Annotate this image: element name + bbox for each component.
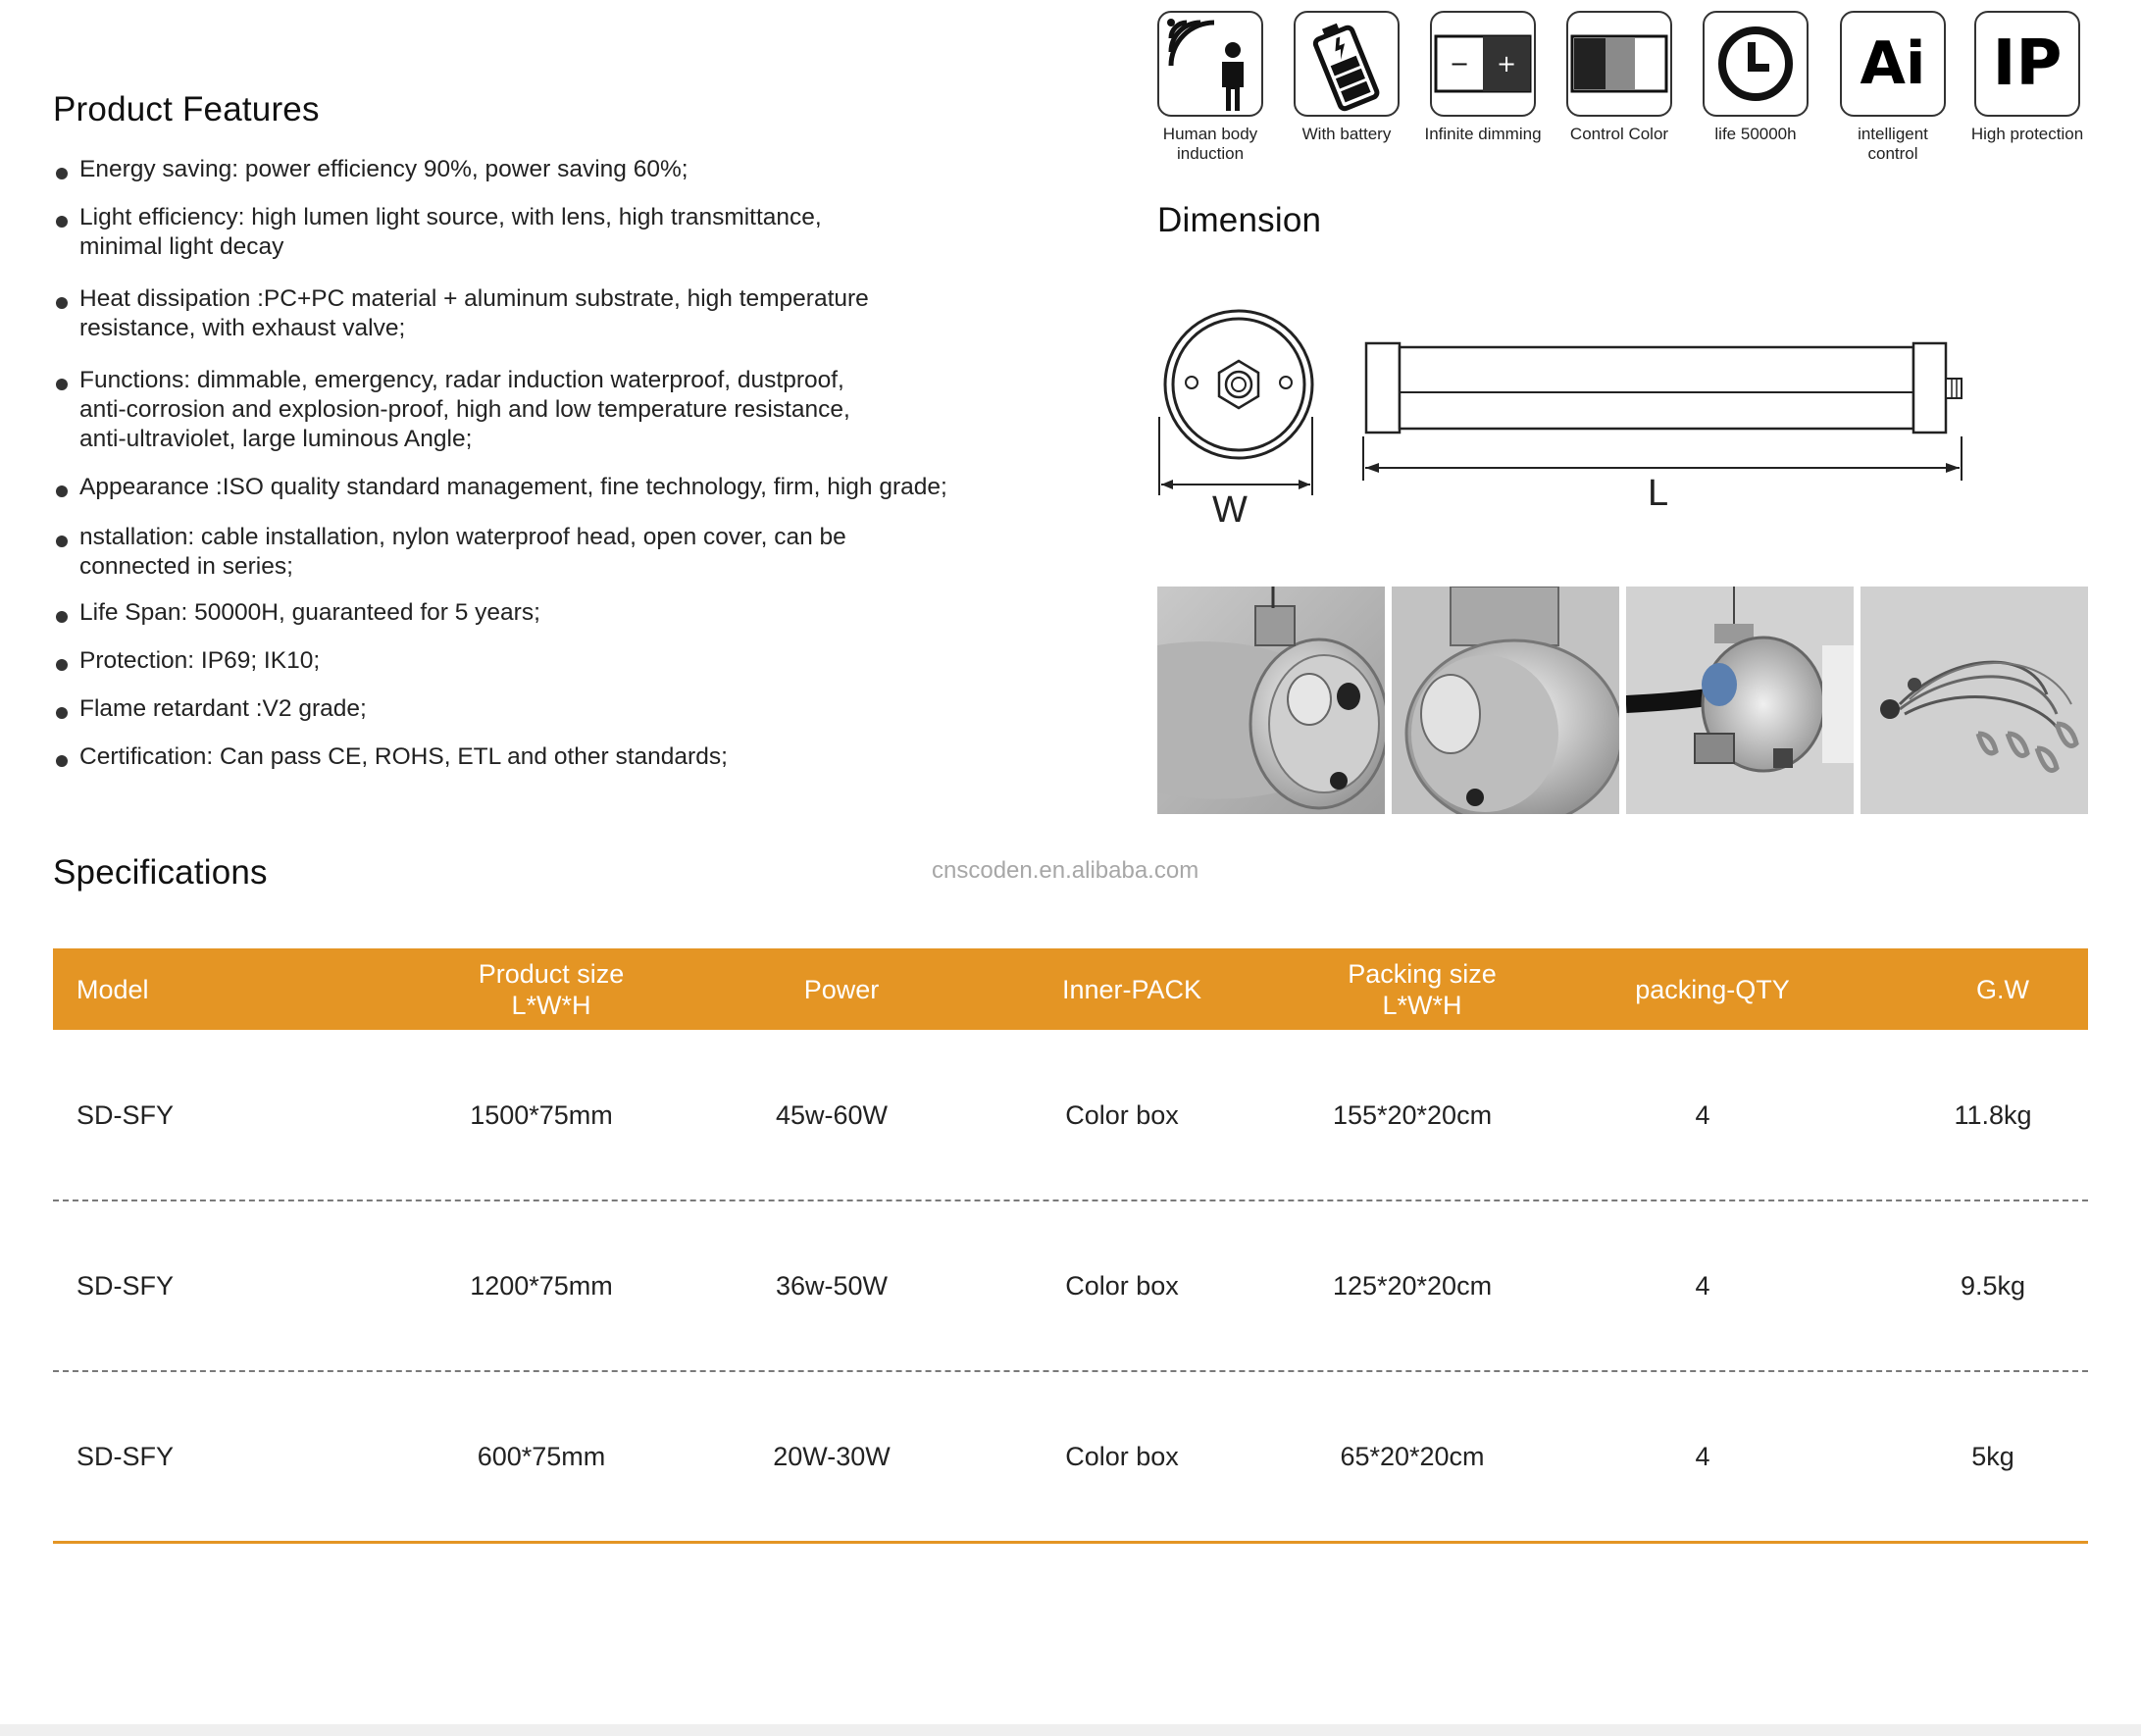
- specs-title: Specifications: [53, 853, 268, 892]
- header-power: Power: [803, 974, 880, 1004]
- header-inner-pack: Inner-PACK: [1061, 974, 1202, 1004]
- cell-model: SD-SFY: [76, 1441, 175, 1471]
- ai-icon: [1840, 11, 1946, 117]
- table-row: [53, 1200, 2088, 1371]
- ip-glyph: IP: [1992, 27, 2063, 100]
- spec-table-header: [53, 948, 2088, 1030]
- cell-power: 20W-30W: [773, 1441, 891, 1471]
- feature-item: Light efficiency: high lumen light source, with lens, high transmittance, minimal light decay: [53, 203, 1034, 262]
- header-packing-size-line1: Packing size: [1348, 958, 1497, 989]
- feature-item: nstallation: cable installation, nylon waterproof head, open cover, can be connected in series;: [53, 523, 1034, 582]
- cell-packing-qty: 4: [1695, 1099, 1710, 1130]
- icon-label: intelligent control: [1858, 125, 1928, 163]
- cell-product-size: 1200*75mm: [470, 1270, 613, 1301]
- ip-icon: [1974, 11, 2080, 117]
- header-model: Model: [76, 974, 149, 1004]
- hanging-wire-kit-photo: [1861, 587, 2088, 814]
- dimension-drawing: [1147, 294, 2079, 539]
- header-product-size-line2: L*W*H: [511, 990, 591, 1020]
- battery-icon: [1294, 11, 1400, 117]
- page-bottom-strip: [0, 1724, 2141, 1736]
- cell-power: 36w-50W: [775, 1270, 889, 1301]
- end-cap-cable-gland-photo: [1157, 587, 1385, 814]
- cell-model: SD-SFY: [76, 1270, 175, 1301]
- watermark-text: cnscoden.en.alibaba.com: [932, 857, 1199, 884]
- header-packing-size-line2: L*W*H: [1382, 990, 1462, 1020]
- icon-label: life 50000h: [1714, 125, 1797, 143]
- features-title: Product Features: [53, 90, 320, 128]
- cell-product-size: 600*75mm: [477, 1441, 606, 1471]
- icon-label: Human body induction: [1162, 125, 1258, 163]
- feature-item: Protection: IP69; IK10;: [53, 646, 1034, 676]
- cable-connection-photo: [1626, 587, 1854, 814]
- feature-item: Heat dissipation :PC+PC material + aluminum substrate, high temperature resistance, with exhaust valve;: [53, 284, 1034, 343]
- cell-model: SD-SFY: [76, 1099, 175, 1130]
- feature-item: Certification: Can pass CE, ROHS, ETL and other standards;: [53, 742, 1034, 772]
- header-gw: G.W: [1976, 974, 2029, 1004]
- cell-packing-qty: 4: [1695, 1441, 1710, 1471]
- cell-inner-pack: Color box: [1065, 1270, 1179, 1301]
- cell-gw: 5kg: [1971, 1441, 2014, 1471]
- human-body-induction-icon: [1157, 11, 1263, 117]
- icon-item-intelligent: [1824, 11, 1962, 164]
- cell-packing-size: 65*20*20cm: [1340, 1441, 1485, 1471]
- cell-gw: 9.5kg: [1960, 1270, 2026, 1301]
- cell-packing-qty: 4: [1695, 1270, 1710, 1301]
- icon-label: With battery: [1301, 125, 1392, 143]
- dimension-title: Dimension: [1157, 201, 1322, 239]
- header-product-size: [404, 948, 698, 1030]
- length-label: L: [1648, 473, 1669, 514]
- clock-icon: [1703, 11, 1809, 117]
- table-row: [53, 1371, 2088, 1542]
- icon-item-dimming: [1414, 11, 1552, 144]
- icon-item-life: [1687, 11, 1824, 144]
- dimming-minus-glyph: −: [1449, 50, 1470, 77]
- icon-item-battery: [1278, 11, 1415, 144]
- control-color-icon: [1566, 11, 1672, 117]
- table-row: [53, 1030, 2088, 1200]
- cell-inner-pack: Color box: [1065, 1099, 1179, 1130]
- end-cap-closeup-photo: [1392, 587, 1619, 814]
- icon-item-control-color: [1551, 11, 1688, 144]
- cell-inner-pack: Color box: [1065, 1441, 1179, 1471]
- feature-item: Flame retardant :V2 grade;: [53, 694, 1034, 724]
- feature-item: Functions: dimmable, emergency, radar induction waterproof, dustproof, anti-corrosion and explosion-proof, high and low temperature resistance, anti-ultraviolet, large luminous Angle;: [53, 366, 1034, 454]
- icon-label: High protection: [1970, 125, 2084, 143]
- cell-gw: 11.8kg: [1954, 1099, 2032, 1130]
- icon-label: Infinite dimming: [1424, 125, 1542, 143]
- header-product-size-line1: Product size: [478, 958, 625, 989]
- features-list: [53, 155, 1034, 772]
- dimming-plus-glyph: +: [1496, 50, 1517, 77]
- dimming-icon: [1430, 11, 1536, 117]
- side-view-drawing: [1366, 343, 1962, 433]
- table-bottom-rule: [53, 1541, 2088, 1544]
- cell-product-size: 1500*75mm: [470, 1099, 613, 1130]
- icon-item-protection: [1959, 11, 2096, 144]
- ai-glyph: Ai: [1860, 29, 1926, 98]
- cell-power: 45w-60W: [775, 1099, 889, 1130]
- icon-item-human-body: [1142, 11, 1279, 164]
- icon-label: Control Color: [1569, 125, 1669, 143]
- header-packing-size: [1275, 948, 1569, 1030]
- feature-item: Life Span: 50000H, guaranteed for 5 years;: [53, 598, 1034, 628]
- feature-item: Appearance :ISO quality standard management, fine technology, firm, high grade;: [53, 473, 1034, 502]
- cell-packing-size: 125*20*20cm: [1332, 1270, 1493, 1301]
- end-view-drawing: [1165, 311, 1312, 458]
- width-label: W: [1212, 489, 1248, 531]
- cell-packing-size: 155*20*20cm: [1332, 1099, 1493, 1130]
- header-packing-qty: packing-QTY: [1635, 974, 1790, 1004]
- feature-item: Energy saving: power efficiency 90%, power saving 60%;: [53, 155, 1034, 184]
